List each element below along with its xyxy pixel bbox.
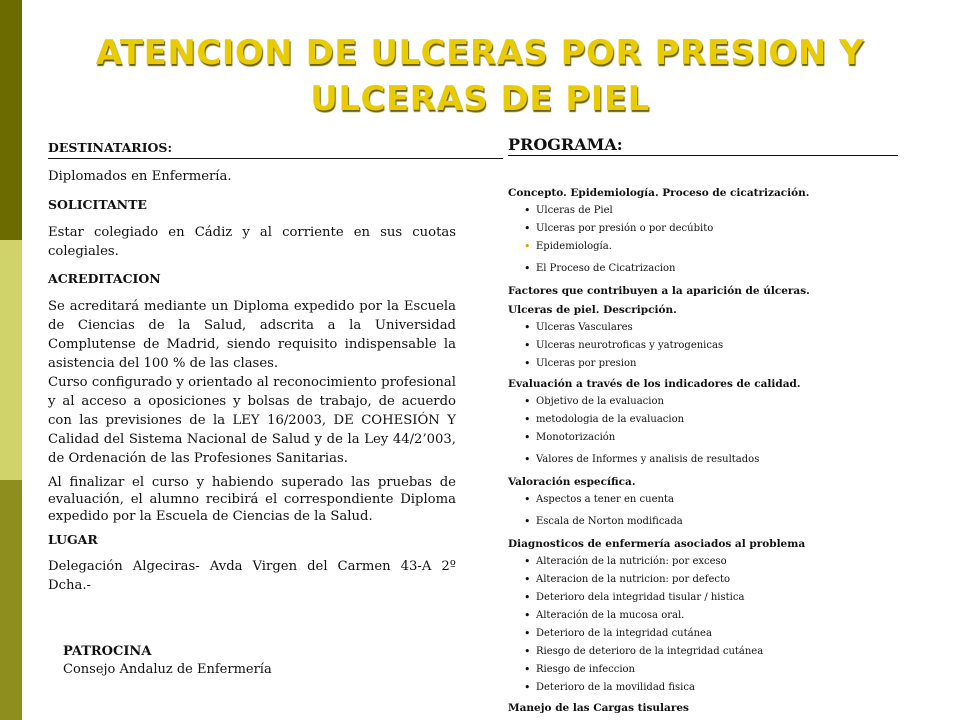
- bullet-icon: •: [524, 453, 531, 466]
- destinatarios-text: Diplomados en Enfermería.: [48, 169, 232, 184]
- bullet-icon: •: [524, 204, 531, 217]
- programa-item-text: Epidemiología.: [536, 241, 612, 252]
- bullet-icon: •: [524, 222, 531, 235]
- programa-item-text: Deterioro de la integridad cutánea: [536, 628, 712, 639]
- programa-section-title: Factores que contribuyen a la aparición de úlceras.: [508, 285, 810, 297]
- programa-list-item: [508, 355, 898, 373]
- bullet-icon: •: [524, 627, 531, 640]
- bullet-icon: •: [524, 591, 531, 604]
- programa-item-list: [508, 202, 898, 280]
- patrocina-text: Consejo Andaluz de Enfermería: [63, 662, 272, 677]
- bullet-icon: •: [524, 515, 531, 528]
- title-line-1: ATENCION DE ULCERAS POR PRESION Y: [95, 33, 865, 73]
- solicitante-text: Estar colegiado en Cádiz y al corriente en sus cuotas colegiales.: [48, 225, 456, 259]
- programa-item-text: Ulceras neurotroficas y yatrogenicas: [536, 340, 724, 351]
- programa-column: [508, 135, 898, 716]
- bullet-icon: •: [524, 573, 531, 586]
- programa-item-list: [508, 393, 898, 471]
- programa-list-item: [508, 220, 898, 238]
- programa-list-item: [508, 202, 898, 220]
- programa-list-item: [508, 511, 898, 533]
- acreditacion-text-2: Curso configurado y orientado al reconocimiento profesional y al acceso a oposiciones y bolsas de trabajo, de acuerdo con las previsiones de la LEY 16/2003, DE COHESIÓN Y Calidad del Sistema Nacional de Salud y de la Ley 44/2’003, de Ordenación de las Profesiones Sanitarias.: [48, 375, 456, 466]
- programa-list-item: [508, 491, 898, 509]
- programa-section-title: Evaluación a través de los indicadores de calidad.: [508, 378, 801, 390]
- programa-sections: [508, 186, 898, 716]
- programa-list-item: [508, 319, 898, 337]
- programa-item-text: Objetivo de la evaluacion: [536, 396, 664, 407]
- bullet-icon: •: [524, 262, 531, 275]
- programa-section-title: Diagnosticos de enfermería asociados al problema: [508, 538, 806, 550]
- programa-item-text: Ulceras por presión o por decúbito: [536, 223, 714, 234]
- solicitante-heading: SOLICITANTE: [48, 197, 147, 212]
- programa-item-text: Ulceras por presion: [536, 358, 637, 369]
- acreditacion-text-1: Se acreditará mediante un Diploma expedido por la Escuela de Ciencias de la Salud, adscrita a la Universidad Complutense de Madrid, siendo requisito indispensable la asistencia del 100 % de las clases.: [48, 299, 456, 371]
- programa-item-text: Deterioro de la movilidad fisica: [536, 682, 695, 693]
- page-title: [40, 30, 920, 122]
- bullet-icon: •: [524, 681, 531, 694]
- programa-section-title: Valoración específica.: [508, 476, 636, 488]
- programa-list-item: [508, 337, 898, 355]
- patrocina-block: [63, 643, 272, 679]
- programa-item-list: [508, 491, 898, 533]
- programa-item-text: Ulceras de Piel: [536, 205, 613, 216]
- bullet-icon: •: [524, 493, 531, 506]
- programa-item-text: Aspectos a tener en cuenta: [536, 494, 674, 505]
- programa-section-title: Manejo de las Cargas tisulares: [508, 702, 689, 714]
- programa-item-text: Valores de Informes y analisis de resultados: [536, 454, 760, 465]
- programa-section-title: Concepto. Epidemiología. Proceso de cicatrización.: [508, 187, 810, 199]
- lugar-heading: LUGAR: [48, 532, 98, 547]
- programa-list-item: [508, 679, 898, 697]
- programa-list-item: [508, 589, 898, 607]
- bullet-icon: •: [524, 240, 531, 253]
- bullet-icon: •: [524, 339, 531, 352]
- programa-item-text: Alteración de la nutrición: por exceso: [536, 556, 727, 567]
- bullet-icon: •: [524, 609, 531, 622]
- programa-list-item: [508, 553, 898, 571]
- programa-heading: PROGRAMA:: [508, 135, 898, 156]
- acreditacion-text-3: Al finalizar el curso y habiendo superado las pruebas de evaluación, el alumno recibirá el correspondiente Diploma expedido por la Escuela de Ciencias de la Salud.: [48, 475, 456, 524]
- destinatarios-heading: DESTINATARIOS:: [48, 138, 503, 159]
- programa-item-text: Monotorización: [536, 432, 616, 443]
- programa-list-item: [508, 625, 898, 643]
- bullet-icon: •: [524, 555, 531, 568]
- bullet-icon: •: [524, 395, 531, 408]
- programa-list-item: [508, 643, 898, 661]
- programa-list-item: [508, 258, 898, 280]
- programa-list-item: [508, 449, 898, 471]
- programa-item-text: Escala de Norton modificada: [536, 516, 683, 527]
- patrocina-heading: PATROCINA: [63, 644, 152, 659]
- programa-item-list: [508, 319, 898, 373]
- programa-item-text: Ulceras Vasculares: [536, 322, 633, 333]
- side-bar-dark: [0, 0, 22, 240]
- bullet-icon: •: [524, 663, 531, 676]
- programa-list-item: [508, 411, 898, 429]
- programa-item-text: Riesgo de infeccion: [536, 664, 635, 675]
- programa-item-text: Riesgo de deterioro de la integridad cutánea: [536, 646, 764, 657]
- programa-item-text: Alteracion de la nutricion: por defecto: [536, 574, 731, 585]
- programa-list-item: [508, 393, 898, 411]
- programa-item-list: [508, 553, 898, 697]
- lugar-text: Delegación Algeciras- Avda Virgen del Carmen 43-A 2º Dcha.-: [48, 559, 456, 593]
- side-bar-olive: [0, 480, 22, 720]
- programa-list-item: [508, 429, 898, 447]
- bullet-icon: •: [524, 413, 531, 426]
- bullet-icon: •: [524, 645, 531, 658]
- bullet-icon: •: [524, 321, 531, 334]
- programa-list-item: [508, 607, 898, 625]
- programa-item-text: Deterioro dela integridad tisular / histica: [536, 592, 745, 603]
- programa-item-text: metodologia de la evaluacion: [536, 414, 685, 425]
- programa-list-item: [508, 238, 898, 256]
- programa-item-text: Alteración de la mucosa oral.: [536, 610, 685, 621]
- programa-list-item: [508, 661, 898, 679]
- bullet-icon: •: [524, 357, 531, 370]
- acreditacion-heading: ACREDITACION: [48, 271, 161, 286]
- bullet-icon: •: [524, 431, 531, 444]
- title-line-2: ULCERAS DE PIEL: [310, 79, 650, 119]
- programa-item-text: El Proceso de Cicatrizacion: [536, 263, 676, 274]
- side-bar-light: [0, 240, 22, 480]
- info-column: [48, 138, 456, 595]
- programa-list-item: [508, 571, 898, 589]
- programa-section-title: Ulceras de piel. Descripción.: [508, 304, 677, 316]
